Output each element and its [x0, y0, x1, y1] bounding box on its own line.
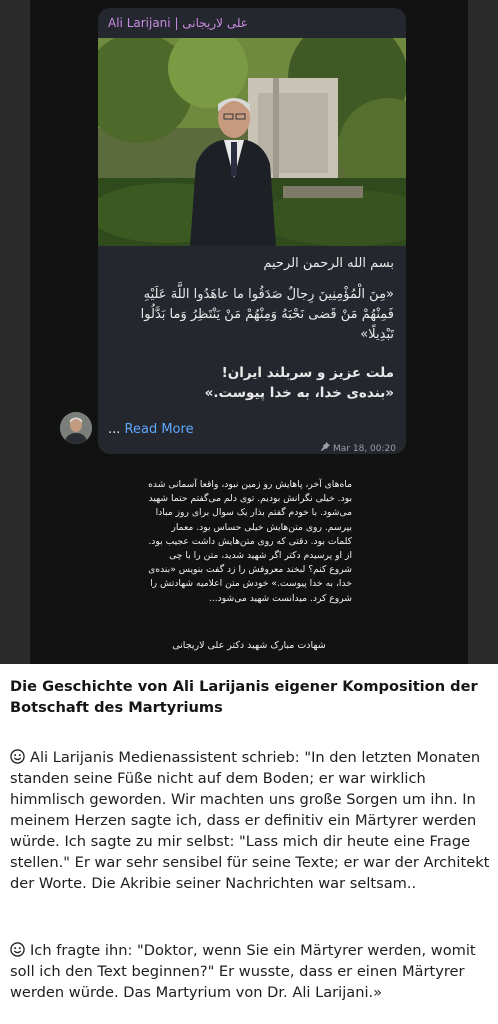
channel-avatar[interactable] [60, 412, 92, 444]
channel-post-bubble[interactable] [98, 8, 406, 454]
assistant-note: ماه‌های آخر، پاهایش رو زمین نبود، واقعا آسمانی شده بود. خیلی نگرانش بودیم. توی دلم می‌گفتم حتما شهید می‌شود. با خودم گفتم بذار یک سوال برای روز مبادا بپرسم. روی متن‌هایش خیلی حساس بود. معمار کلمات بود. دقتی که روی متن‌هایش داشت عجیب بود. از او پرسیدم دکتر اگر شهید شدید، متن را با چی شروع کنم؟ لبخند معروفش را زد گفت بنویس «بنده‌ی خدا، به خدا پیوست.» خودش متن اعلامیه شهادتش را شروع کرد. میدانست شهید می‌شود... [148, 479, 352, 604]
right-border [468, 0, 498, 664]
read-more-label: Read More [124, 422, 194, 437]
smiling-face-icon [10, 749, 25, 764]
note-signature: شهادت مبارک شهید دکتر علی لاریجانی [172, 640, 326, 651]
post-line-1: ملت عزیز و سربلند ایران! [221, 365, 394, 381]
post-timestamp: Mar 18, 00:20 [333, 444, 396, 454]
paragraph-2-text: Ich fragte ihn: "Doktor, wenn Sie ein Märtyrer werden, womit soll ich den Text beginnen?" Er wusste, dass er einen Märtyrer werden würde. Das Martyrium von Dr. Ali Larijani.» [10, 942, 476, 1001]
avatar-image [60, 412, 92, 444]
pin-icon [321, 442, 330, 451]
post-verse: «مِنَ الْمُؤْمِنِينَ رِجالٌ صَدَقُوا ما عاهَدُوا اللَّهَ عَلَيْهِ فَمِنْهُمْ مَنْ قَضى نَحْبَهُ وَمِنْهُمْ مَنْ يَنْتَظِرُ وَما بَدَّلُوا تَبْدِيلًا» [140, 287, 394, 342]
post-photo[interactable] [98, 38, 406, 246]
paragraph-1-text: Ali Larijanis Medienassistent schrieb: "In den letzten Monaten standen seine Füße nicht auf dem Boden; er war wirklich himmlisch geworden. Wir machten uns große Sorgen um ihn. In meinem Herzen sagte ich, dass er definitiv ein Märtyrer werden würde. Ich sagte zu mir selbst: "Lass mich dir heute eine Frage stellen." Er war sehr sensibel für seine Texte; er war der Architekt der Worte. Die Akribie seiner Nachrichten war seltsam.. [10, 749, 490, 892]
article-title: Die Geschichte von Ali Larijanis eigener Komposition der Botschaft des Martyriums [10, 678, 478, 716]
post-meta [321, 442, 396, 454]
article-paragraph-2 [10, 940, 490, 1003]
politician-photo [98, 38, 406, 246]
left-border [0, 0, 30, 664]
read-more-link[interactable] [108, 422, 194, 437]
ellipsis: ... [108, 422, 121, 437]
smiling-face-icon [10, 942, 25, 957]
sender-name[interactable]: Ali Larijani | علی لاریجانی [108, 16, 248, 30]
post-line-2: «بنده‌ی خدا، به خدا پیوست.» [204, 385, 394, 401]
post-bismillah: بسم الله الرحمن الرحیم [263, 256, 394, 271]
article-paragraph-1 [10, 747, 490, 894]
post-text [108, 250, 394, 403]
